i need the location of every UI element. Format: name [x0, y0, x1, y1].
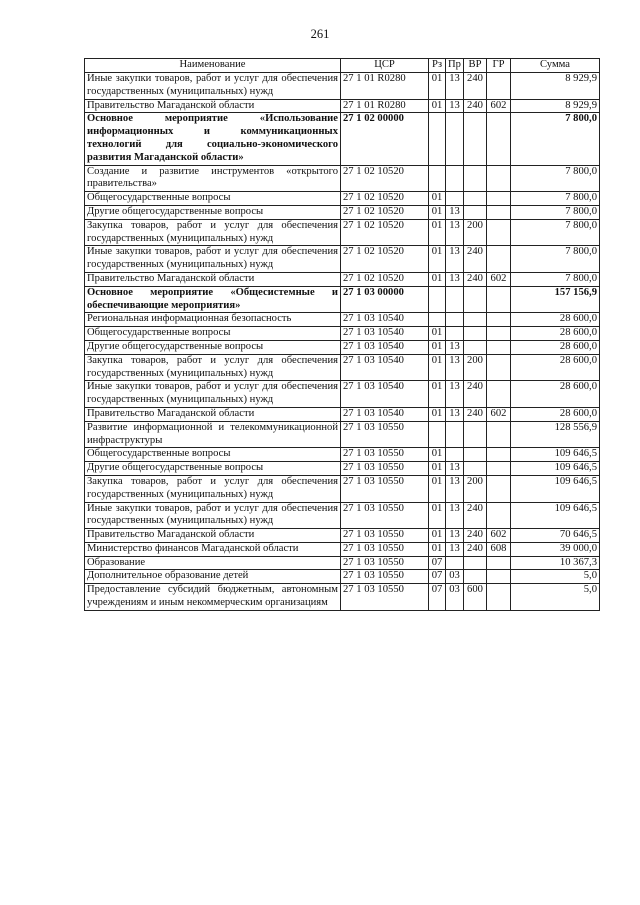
row-gr	[487, 165, 511, 192]
row-pr: 13	[446, 542, 464, 556]
row-name: Закупка товаров, работ и услуг для обеспечения государственных (муниципальных) нужд	[85, 475, 341, 502]
table-row	[85, 165, 600, 192]
row-csr: 27 1 03 10550	[341, 462, 429, 476]
row-rz: 01	[429, 462, 446, 476]
table-row	[85, 219, 600, 246]
row-pr	[446, 113, 464, 165]
row-pr: 13	[446, 407, 464, 421]
row-pr: 13	[446, 462, 464, 476]
row-name: Закупка товаров, работ и услуг для обеспечения государственных (муниципальных) нужд	[85, 354, 341, 381]
table-row	[85, 192, 600, 206]
row-vr	[464, 286, 487, 313]
row-name: Иные закупки товаров, работ и услуг для обеспечения государственных (муниципальных) нужд	[85, 73, 341, 100]
header-name: Наименование	[85, 59, 341, 73]
row-pr: 13	[446, 354, 464, 381]
table-row	[85, 381, 600, 408]
table-row	[85, 205, 600, 219]
table-row	[85, 502, 600, 529]
row-rz: 07	[429, 584, 446, 611]
row-rz: 01	[429, 407, 446, 421]
row-pr: 13	[446, 272, 464, 286]
row-pr	[446, 327, 464, 341]
row-vr: 240	[464, 381, 487, 408]
table-row	[85, 327, 600, 341]
row-rz: 01	[429, 475, 446, 502]
row-sum: 28 600,0	[511, 327, 600, 341]
row-name: Закупка товаров, работ и услуг для обеспечения государственных (муниципальных) нужд	[85, 219, 341, 246]
row-pr: 03	[446, 570, 464, 584]
row-pr	[446, 448, 464, 462]
row-sum: 109 646,5	[511, 462, 600, 476]
row-sum: 7 800,0	[511, 272, 600, 286]
row-sum: 7 800,0	[511, 219, 600, 246]
row-gr: 608	[487, 542, 511, 556]
row-csr: 27 1 02 10520	[341, 246, 429, 273]
row-sum: 109 646,5	[511, 475, 600, 502]
row-sum: 7 800,0	[511, 246, 600, 273]
row-pr	[446, 421, 464, 448]
table-row	[85, 421, 600, 448]
row-sum: 28 600,0	[511, 340, 600, 354]
row-vr	[464, 313, 487, 327]
row-sum: 7 800,0	[511, 205, 600, 219]
row-gr: 602	[487, 407, 511, 421]
table-row	[85, 529, 600, 543]
header-pr: Пр	[446, 59, 464, 73]
row-name: Предоставление субсидий бюджетным, автономным учреждениям и иным некоммерческим организациям	[85, 584, 341, 611]
row-gr	[487, 462, 511, 476]
row-gr	[487, 73, 511, 100]
row-rz	[429, 313, 446, 327]
row-csr: 27 1 03 10550	[341, 502, 429, 529]
row-csr: 27 1 03 10550	[341, 475, 429, 502]
row-gr	[487, 327, 511, 341]
row-vr	[464, 340, 487, 354]
row-rz: 01	[429, 529, 446, 543]
row-rz: 01	[429, 99, 446, 113]
row-gr	[487, 570, 511, 584]
row-name: Основное мероприятие «Общесистемные и обеспечивающие мероприятия»	[85, 286, 341, 313]
row-gr	[487, 192, 511, 206]
table-row	[85, 475, 600, 502]
table-row	[85, 448, 600, 462]
row-csr: 27 1 03 10550	[341, 542, 429, 556]
row-pr	[446, 313, 464, 327]
row-sum: 7 800,0	[511, 192, 600, 206]
row-rz: 07	[429, 556, 446, 570]
row-csr: 27 1 02 10520	[341, 205, 429, 219]
row-csr: 27 1 01 R0280	[341, 99, 429, 113]
row-csr: 27 1 03 10540	[341, 327, 429, 341]
row-pr: 13	[446, 502, 464, 529]
row-name: Общегосударственные вопросы	[85, 327, 341, 341]
row-rz: 07	[429, 570, 446, 584]
row-name: Общегосударственные вопросы	[85, 192, 341, 206]
row-sum: 7 800,0	[511, 165, 600, 192]
row-name: Региональная информационная безопасность	[85, 313, 341, 327]
row-csr: 27 1 02 10520	[341, 219, 429, 246]
table-row	[85, 73, 600, 100]
row-sum: 8 929,9	[511, 99, 600, 113]
row-sum: 109 646,5	[511, 502, 600, 529]
row-name: Правительство Магаданской области	[85, 272, 341, 286]
row-sum: 157 156,9	[511, 286, 600, 313]
header-gr: ГР	[487, 59, 511, 73]
row-vr: 240	[464, 529, 487, 543]
row-rz: 01	[429, 205, 446, 219]
row-csr: 27 1 03 10550	[341, 556, 429, 570]
row-gr	[487, 475, 511, 502]
row-csr: 27 1 03 10540	[341, 340, 429, 354]
row-vr: 240	[464, 407, 487, 421]
row-csr: 27 1 01 R0280	[341, 73, 429, 100]
row-vr: 200	[464, 219, 487, 246]
row-sum: 28 600,0	[511, 381, 600, 408]
row-name: Общегосударственные вопросы	[85, 448, 341, 462]
row-rz: 01	[429, 542, 446, 556]
row-name: Образование	[85, 556, 341, 570]
row-name: Другие общегосударственные вопросы	[85, 462, 341, 476]
row-rz: 01	[429, 340, 446, 354]
row-rz	[429, 165, 446, 192]
row-pr	[446, 165, 464, 192]
row-name: Создание и развитие инструментов «открытого правительства»	[85, 165, 341, 192]
row-pr: 03	[446, 584, 464, 611]
row-pr: 13	[446, 246, 464, 273]
row-gr	[487, 502, 511, 529]
row-gr	[487, 286, 511, 313]
row-rz: 01	[429, 246, 446, 273]
row-rz: 01	[429, 381, 446, 408]
row-name: Развитие информационной и телекоммуникационной инфраструктуры	[85, 421, 341, 448]
table-row	[85, 407, 600, 421]
table-row	[85, 462, 600, 476]
table-row	[85, 286, 600, 313]
row-vr: 240	[464, 99, 487, 113]
row-rz: 01	[429, 192, 446, 206]
row-vr: 240	[464, 502, 487, 529]
row-csr: 27 1 03 10540	[341, 381, 429, 408]
row-sum: 128 556,9	[511, 421, 600, 448]
row-name: Основное мероприятие «Использование информационных и коммуникационных технологий для социально-экономического развития Магаданской области»	[85, 113, 341, 165]
row-csr: 27 1 03 00000	[341, 286, 429, 313]
row-csr: 27 1 03 10550	[341, 584, 429, 611]
row-vr: 240	[464, 246, 487, 273]
row-sum: 28 600,0	[511, 407, 600, 421]
table-body	[85, 73, 600, 611]
row-pr: 13	[446, 219, 464, 246]
row-csr: 27 1 03 10540	[341, 354, 429, 381]
row-gr	[487, 354, 511, 381]
row-sum: 7 800,0	[511, 113, 600, 165]
row-pr: 13	[446, 340, 464, 354]
row-vr: 240	[464, 73, 487, 100]
row-csr: 27 1 03 10550	[341, 529, 429, 543]
row-vr: 600	[464, 584, 487, 611]
row-gr	[487, 421, 511, 448]
row-pr: 13	[446, 529, 464, 543]
row-csr: 27 1 03 10540	[341, 313, 429, 327]
row-vr	[464, 165, 487, 192]
row-rz	[429, 421, 446, 448]
row-name: Другие общегосударственные вопросы	[85, 205, 341, 219]
header-rz: Рз	[429, 59, 446, 73]
row-csr: 27 1 02 10520	[341, 192, 429, 206]
row-gr	[487, 556, 511, 570]
row-gr: 602	[487, 99, 511, 113]
table-header-row	[85, 59, 600, 73]
row-vr	[464, 556, 487, 570]
row-vr	[464, 192, 487, 206]
row-rz: 01	[429, 448, 446, 462]
row-gr	[487, 313, 511, 327]
row-gr	[487, 584, 511, 611]
header-vr: ВР	[464, 59, 487, 73]
table-row	[85, 246, 600, 273]
row-sum: 8 929,9	[511, 73, 600, 100]
row-csr: 27 1 02 00000	[341, 113, 429, 165]
row-gr: 602	[487, 272, 511, 286]
row-csr: 27 1 03 10550	[341, 448, 429, 462]
row-csr: 27 1 03 10540	[341, 407, 429, 421]
row-vr	[464, 421, 487, 448]
row-pr: 13	[446, 475, 464, 502]
row-rz: 01	[429, 354, 446, 381]
row-pr: 13	[446, 205, 464, 219]
row-gr	[487, 205, 511, 219]
row-pr: 13	[446, 99, 464, 113]
page-number: 261	[310, 27, 330, 41]
row-sum: 39 000,0	[511, 542, 600, 556]
row-rz: 01	[429, 219, 446, 246]
row-gr	[487, 340, 511, 354]
row-vr: 240	[464, 272, 487, 286]
row-vr	[464, 448, 487, 462]
row-gr	[487, 381, 511, 408]
row-pr	[446, 556, 464, 570]
row-csr: 27 1 03 10550	[341, 570, 429, 584]
header-sum: Сумма	[511, 59, 600, 73]
row-sum: 109 646,5	[511, 448, 600, 462]
row-vr	[464, 205, 487, 219]
row-gr	[487, 246, 511, 273]
row-rz: 01	[429, 73, 446, 100]
table-row	[85, 99, 600, 113]
row-sum: 5,0	[511, 584, 600, 611]
table-row	[85, 113, 600, 165]
row-pr	[446, 286, 464, 313]
row-rz: 01	[429, 327, 446, 341]
row-csr: 27 1 02 10520	[341, 165, 429, 192]
table-row	[85, 354, 600, 381]
row-pr: 13	[446, 381, 464, 408]
row-gr: 602	[487, 529, 511, 543]
row-vr	[464, 327, 487, 341]
row-rz	[429, 113, 446, 165]
row-gr	[487, 448, 511, 462]
row-pr: 13	[446, 73, 464, 100]
row-csr: 27 1 02 10520	[341, 272, 429, 286]
table-row	[85, 542, 600, 556]
row-pr	[446, 192, 464, 206]
row-sum: 28 600,0	[511, 313, 600, 327]
table-row	[85, 584, 600, 611]
row-vr: 200	[464, 475, 487, 502]
table-row	[85, 556, 600, 570]
table-row	[85, 313, 600, 327]
row-vr	[464, 113, 487, 165]
table-row	[85, 570, 600, 584]
row-rz: 01	[429, 272, 446, 286]
row-sum: 10 367,3	[511, 556, 600, 570]
row-vr: 240	[464, 542, 487, 556]
row-name: Иные закупки товаров, работ и услуг для обеспечения государственных (муниципальных) нужд	[85, 502, 341, 529]
row-name: Иные закупки товаров, работ и услуг для обеспечения государственных (муниципальных) нужд	[85, 381, 341, 408]
row-name: Правительство Магаданской области	[85, 99, 341, 113]
row-name: Правительство Магаданской области	[85, 407, 341, 421]
row-sum: 5,0	[511, 570, 600, 584]
row-sum: 70 646,5	[511, 529, 600, 543]
budget-table	[84, 58, 600, 611]
row-vr: 200	[464, 354, 487, 381]
row-vr	[464, 570, 487, 584]
row-name: Иные закупки товаров, работ и услуг для обеспечения государственных (муниципальных) нужд	[85, 246, 341, 273]
row-csr: 27 1 03 10550	[341, 421, 429, 448]
row-vr	[464, 462, 487, 476]
row-gr	[487, 219, 511, 246]
table-row	[85, 272, 600, 286]
row-sum: 28 600,0	[511, 354, 600, 381]
row-name: Правительство Магаданской области	[85, 529, 341, 543]
row-name: Другие общегосударственные вопросы	[85, 340, 341, 354]
row-gr	[487, 113, 511, 165]
row-rz: 01	[429, 502, 446, 529]
row-name: Министерство финансов Магаданской области	[85, 542, 341, 556]
table-row	[85, 340, 600, 354]
header-csr: ЦСР	[341, 59, 429, 73]
row-rz	[429, 286, 446, 313]
row-name: Дополнительное образование детей	[85, 570, 341, 584]
